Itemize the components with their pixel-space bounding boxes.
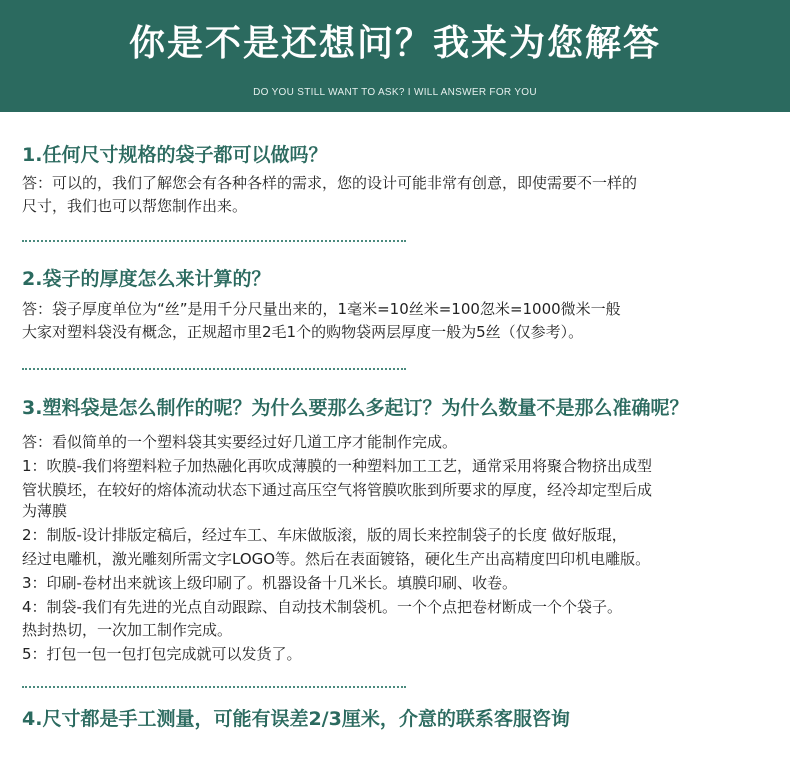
dotted-divider [22,368,406,370]
faq-answer-line: 答：可以的，我们了解您会有各种各样的需求，您的设计可能非常有创意，即使需要不一样的 [22,174,638,192]
faq-answer-line: 管状膜坯，在较好的熔体流动状态下通过高压空气将管膜吹胀到所要求的厚度，经冷却定型后成 [22,481,653,499]
faq-answer-line: 4：制袋-我们有先进的光点自动跟踪、自动技术制袋机。一个个点把卷材断成一个个袋子。 [22,598,622,616]
faq-answer-line: 热封热切，一次加工制作完成。 [22,621,233,639]
faq-answer-line: 3：印刷-卷材出来就该上级印刷了。机器设备十几米长。填膜印刷、收卷。 [22,574,517,592]
faq-question-4: 4.尺寸都是手工测量，可能有误差2/3厘米，介意的联系客服咨询 [22,708,570,730]
faq-question-3: 3.塑料袋是怎么制作的呢？为什么要那么多起订？为什么数量不是那么准确呢？ [22,397,689,419]
faq-answer-line: 答：袋子厚度单位为“丝”是用千分尺量出来的，1毫米=10丝米=100忽米=1000微米一般 [22,300,621,318]
faq-answer-line: 经过电雕机，激光雕刻所需文字LOGO等。然后在表面镀铬，硬化生产出高精度凹印机电雕版。 [22,550,651,568]
page-subtitle: DO YOU STILL WANT TO ASK? I WILL ANSWER FOR YOU [253,87,537,98]
faq-question-1: 1.任何尺寸规格的袋子都可以做吗？ [22,144,328,166]
faq-answer-line: 5：打包一包一包打包完成就可以发货了。 [22,645,302,663]
header-banner [0,0,790,112]
faq-answer-line: 大家对塑料袋没有概念，正规超市里2毛1个的购物袋两层厚度一般为5丝（仅参考）。 [22,323,584,341]
faq-answer-line: 为薄膜 [22,502,68,520]
faq-question-2: 2.袋子的厚度怎么来计算的？ [22,268,271,290]
dotted-divider [22,686,406,688]
faq-answer-line: 尺寸，我们也可以帮您制作出来。 [22,197,248,215]
page-title: 你是不是还想问？我来为您解答 [128,23,661,64]
faq-answer-line: 1：吹膜-我们将塑料粒子加热融化再吹成薄膜的一种塑料加工工艺，通常采用将聚合物挤出成型 [22,457,652,475]
faq-answer-line: 答：看似简单的一个塑料袋其实要经过好几道工序才能制作完成。 [22,433,458,451]
dotted-divider [22,240,406,242]
faq-answer-line: 2：制版-设计排版定稿后，经过车工、车床做版滚，版的周长来控制袋子的长度 做好版琨， [22,526,627,544]
